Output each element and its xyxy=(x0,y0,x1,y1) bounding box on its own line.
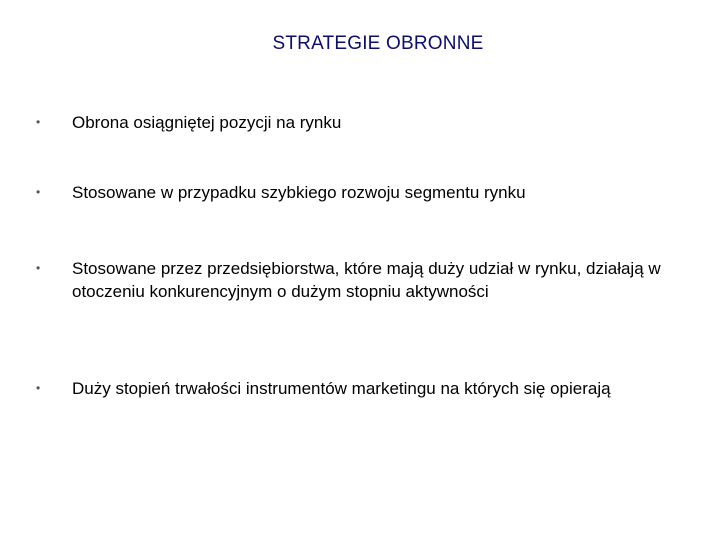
bullet-text: Obrona osiągniętej pozycji na rynku xyxy=(72,113,342,132)
slide-title xyxy=(0,33,720,55)
bullet-marker: • xyxy=(36,381,41,395)
bullet-item xyxy=(36,181,676,204)
bullet-item xyxy=(36,257,676,303)
slide-title-text: STRATEGIE OBRONNE xyxy=(272,33,484,54)
bullet-text: Duży stopień trwałości instrumentów marketingu na których się opierają xyxy=(72,379,611,398)
bullet-text: Stosowane przez przedsiębiorstwa, które mają duży udział w rynku, działają w otoczeniu konkurencyjnym o dużym stopniu aktywności xyxy=(72,259,661,301)
bullet-item xyxy=(36,111,676,134)
bullet-marker: • xyxy=(36,261,41,275)
bullet-item xyxy=(36,377,676,400)
bullet-marker: • xyxy=(36,185,41,199)
bullet-marker: • xyxy=(36,115,41,129)
bullet-text: Stosowane w przypadku szybkiego rozwoju segmentu rynku xyxy=(72,183,526,202)
